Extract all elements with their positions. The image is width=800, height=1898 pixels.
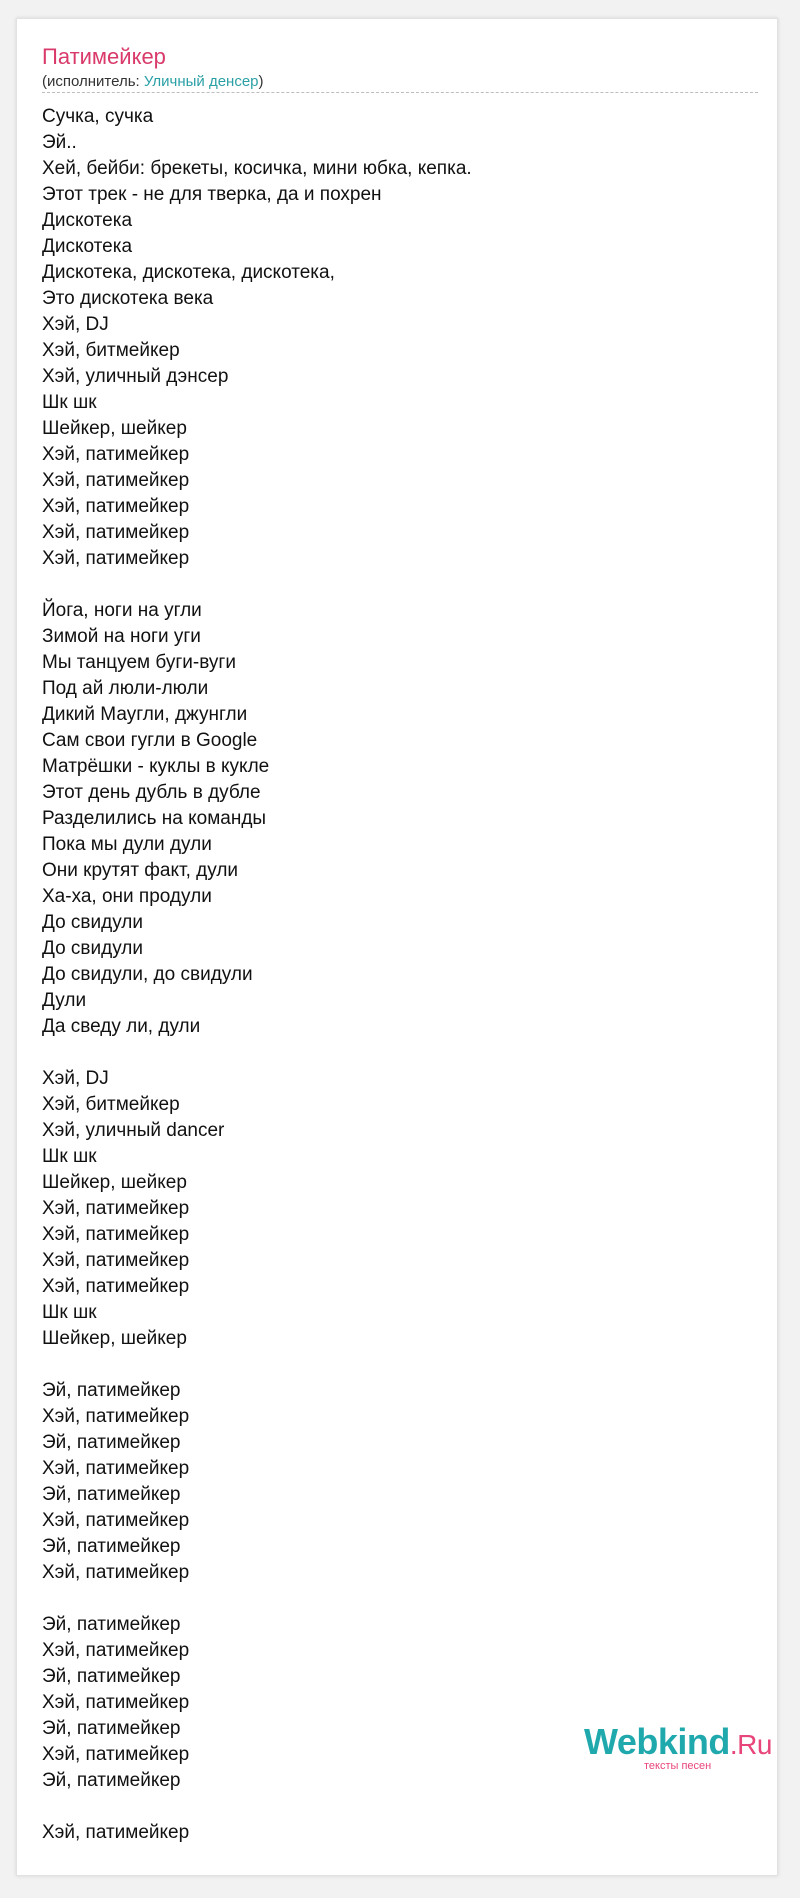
lyric-line: Эй, патимейкер xyxy=(42,1770,181,1791)
lyric-line: Шк шк xyxy=(42,1146,97,1167)
lyric-line: Этот трек - не для тверка, да и похрен xyxy=(42,184,382,205)
lyric-line: Хэй, патимейкер xyxy=(42,548,190,569)
logo-name: Webkind xyxy=(584,1721,730,1762)
lyrics-body xyxy=(42,104,472,1846)
lyric-line: Дискотека xyxy=(42,210,133,231)
lyric-line: Этот день дубль в дубле xyxy=(42,782,261,803)
webkind-logo[interactable] xyxy=(584,1722,772,1765)
lyric-line: До свидули xyxy=(42,938,144,959)
lyric-blank-line xyxy=(42,572,472,598)
lyric-line: Дикий Маугли, джунгли xyxy=(42,704,248,725)
lyric-blank-line xyxy=(42,1040,472,1066)
lyric-line: Хэй, битмейкер xyxy=(42,340,180,361)
lyric-line: Хэй, патимейкер xyxy=(42,1562,190,1583)
lyric-line: Дули xyxy=(42,990,87,1011)
lyric-blank-line xyxy=(42,1352,472,1378)
lyric-line: Хэй, патимейкер xyxy=(42,444,190,465)
lyric-blank-line xyxy=(42,1586,472,1612)
logo-tld: .Ru xyxy=(729,1729,772,1760)
lyric-line: Эй, патимейкер xyxy=(42,1484,181,1505)
song-title: Патимейкер xyxy=(42,44,166,69)
lyric-line: Мы танцуем буги-вуги xyxy=(42,652,236,673)
lyric-line: Сам свои гугли в Google xyxy=(42,730,258,751)
lyric-line: Эй, патимейкер xyxy=(42,1666,181,1687)
lyric-line: До свидули, до свидули xyxy=(42,964,253,985)
byline-suffix: ) xyxy=(258,73,264,90)
lyric-line: Хэй, патимейкер xyxy=(42,1744,190,1765)
lyric-line: Да сведу ли, дули xyxy=(42,1016,201,1037)
lyric-line: Хей, бейби: брекеты, косичка, мини юбка, кепка. xyxy=(42,158,472,179)
lyric-line: Хэй, патимейкер xyxy=(42,1458,190,1479)
lyric-line: Шейкер, шейкер xyxy=(42,1172,187,1193)
lyric-line: Хэй, патимейкер xyxy=(42,522,190,543)
lyric-line: Сучка, сучка xyxy=(42,106,154,127)
lyric-line: Хэй, патимейкер xyxy=(42,1510,190,1531)
lyric-line: Хэй, патимейкер xyxy=(42,496,190,517)
lyric-line: Хэй, патимейкер xyxy=(42,1406,190,1427)
lyric-line: Эй, патимейкер xyxy=(42,1432,181,1453)
lyric-line: Это дискотека века xyxy=(42,288,214,309)
lyric-line: Шейкер, шейкер xyxy=(42,418,187,439)
lyric-line: Эй, патимейкер xyxy=(42,1614,181,1635)
lyric-line: Зимой на ноги уги xyxy=(42,626,201,647)
lyric-line: Хэй, патимейкер xyxy=(42,1640,190,1661)
lyric-line: До свидули xyxy=(42,912,144,933)
lyric-line: Разделились на команды xyxy=(42,808,267,829)
lyric-line: Хэй, патимейкер xyxy=(42,1692,190,1713)
lyric-line: Шейкер, шейкер xyxy=(42,1328,187,1349)
lyric-blank-line xyxy=(42,1794,472,1820)
lyric-line: Шк шк xyxy=(42,392,97,413)
lyric-line: Хэй, патимейкер xyxy=(42,1276,190,1297)
lyric-line: Под ай люли-люли xyxy=(42,678,209,699)
lyric-line: Хэй, уличный dancer xyxy=(42,1120,225,1141)
lyric-line: Хэй, патимейкер xyxy=(42,1822,190,1843)
logo-tagline: тексты песен xyxy=(644,1760,712,1772)
lyric-line: Эй, патимейкер xyxy=(42,1380,181,1401)
lyric-line: Шк шк xyxy=(42,1302,97,1323)
lyric-line: Йога, ноги на угли xyxy=(42,600,202,621)
lyric-line: Хэй, битмейкер xyxy=(42,1094,180,1115)
dashed-divider xyxy=(42,92,758,93)
lyric-line: Хэй, DJ xyxy=(42,1068,109,1089)
lyric-line: Ха-ха, они продули xyxy=(42,886,212,907)
lyric-line: Хэй, DJ xyxy=(42,314,109,335)
lyric-line: Хэй, патимейкер xyxy=(42,470,190,491)
byline-prefix: (исполнитель: xyxy=(42,73,144,90)
lyric-line: Хэй, уличный дэнсер xyxy=(42,366,229,387)
lyric-line: Хэй, патимейкер xyxy=(42,1250,190,1271)
lyric-line: Хэй, патимейкер xyxy=(42,1198,190,1219)
lyric-line: Дискотека, дискотека, дискотека, xyxy=(42,262,335,283)
lyric-line: Эй, патимейкер xyxy=(42,1536,181,1557)
lyric-line: Матрёшки - куклы в кукле xyxy=(42,756,270,777)
lyric-line: Пока мы дули дули xyxy=(42,834,212,855)
lyric-line: Хэй, патимейкер xyxy=(42,1224,190,1245)
lyric-line: Эй.. xyxy=(42,132,77,153)
lyric-line: Они крутят факт, дули xyxy=(42,860,239,881)
artist-link[interactable]: Уличный денсер xyxy=(143,73,259,90)
lyric-line: Эй, патимейкер xyxy=(42,1718,181,1739)
artist-byline xyxy=(42,73,264,91)
lyric-line: Дискотека xyxy=(42,236,133,257)
